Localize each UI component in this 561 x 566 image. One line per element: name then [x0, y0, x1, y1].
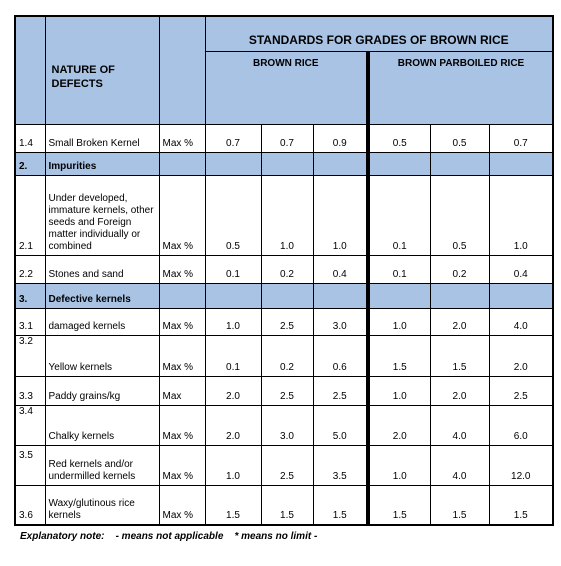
defect-name: Defective kernels: [45, 283, 159, 308]
value-cell: 0.1: [205, 335, 261, 376]
value-cell: 0.4: [489, 255, 553, 283]
table-row: [15, 405, 553, 445]
table-row: [15, 485, 553, 525]
table-row: [15, 376, 553, 405]
value-cell: [205, 283, 261, 308]
value-cell: 3.0: [261, 405, 313, 445]
row-number: 3.6: [15, 485, 45, 525]
value-cell: [313, 283, 368, 308]
value-cell: 1.5: [368, 335, 430, 376]
value-cell: 2.0: [205, 376, 261, 405]
value-cell: 3.0: [313, 308, 368, 335]
row-number: 3.3: [15, 376, 45, 405]
value-cell: 1.0: [489, 175, 553, 255]
value-cell: 0.7: [205, 124, 261, 152]
header-unit-cell: [159, 16, 205, 124]
row-number: 2.2: [15, 255, 45, 283]
value-cell: 2.0: [489, 335, 553, 376]
defects-header: NATURE OF DEFECTS: [45, 16, 159, 124]
value-cell: 4.0: [430, 445, 489, 485]
table-row: [15, 124, 553, 152]
value-cell: 3.5: [313, 445, 368, 485]
defect-name: Stones and sand: [45, 255, 159, 283]
defect-name: Waxy/glutinous rice kernels: [45, 485, 159, 525]
value-cell: 2.5: [261, 308, 313, 335]
brown-parboiled-header: BROWN PARBOILED RICE: [368, 51, 553, 124]
row-number: 3.: [15, 283, 45, 308]
unit-label: Max %: [159, 255, 205, 283]
value-cell: 2.0: [205, 405, 261, 445]
value-cell: 0.7: [261, 124, 313, 152]
value-cell: 1.5: [205, 485, 261, 525]
value-cell: 0.2: [261, 255, 313, 283]
value-cell: [489, 283, 553, 308]
value-cell: 1.5: [313, 485, 368, 525]
value-cell: 0.1: [368, 175, 430, 255]
defect-name: Paddy grains/kg: [45, 376, 159, 405]
value-cell: 0.5: [430, 124, 489, 152]
value-cell: 2.0: [430, 308, 489, 335]
value-cell: [368, 152, 430, 175]
value-cell: 0.5: [430, 175, 489, 255]
value-cell: 12.0: [489, 445, 553, 485]
row-number: 3.2: [15, 335, 45, 376]
table-title: STANDARDS FOR GRADES OF BROWN RICE: [205, 16, 553, 51]
explanatory-note: Explanatory note: - means not applicable * means no limit -: [20, 531, 318, 542]
value-cell: 1.0: [368, 308, 430, 335]
value-cell: 1.5: [489, 485, 553, 525]
value-cell: 2.0: [430, 376, 489, 405]
value-cell: 1.5: [430, 485, 489, 525]
value-cell: 4.0: [430, 405, 489, 445]
value-cell: 1.0: [368, 445, 430, 485]
row-number: 3.1: [15, 308, 45, 335]
brown-rice-header: BROWN RICE: [205, 51, 368, 124]
unit-label: Max %: [159, 445, 205, 485]
value-cell: 2.5: [489, 376, 553, 405]
value-cell: 0.5: [205, 175, 261, 255]
value-cell: 0.7: [489, 124, 553, 152]
header-no-cell: [15, 16, 45, 124]
value-cell: 2.5: [313, 376, 368, 405]
value-cell: 0.2: [430, 255, 489, 283]
value-cell: 1.0: [368, 376, 430, 405]
value-cell: [430, 152, 489, 175]
table-row: [15, 445, 553, 485]
value-cell: 0.9: [313, 124, 368, 152]
row-number: 1.4: [15, 124, 45, 152]
value-cell: 1.0: [205, 308, 261, 335]
row-number: 2.1: [15, 175, 45, 255]
table-row: [15, 175, 553, 255]
value-cell: [368, 283, 430, 308]
row-number: 3.5: [15, 445, 45, 485]
value-cell: 0.2: [261, 335, 313, 376]
value-cell: [313, 152, 368, 175]
unit-label: Max %: [159, 124, 205, 152]
value-cell: [430, 283, 489, 308]
row-number: 2.: [15, 152, 45, 175]
defect-name: damaged kernels: [45, 308, 159, 335]
defect-name: Yellow kernels: [45, 335, 159, 376]
value-cell: [205, 152, 261, 175]
value-cell: 2.5: [261, 376, 313, 405]
value-cell: 2.5: [261, 445, 313, 485]
section-row: [15, 152, 553, 175]
section-row: [15, 283, 553, 308]
unit-cell: [159, 283, 205, 308]
unit-cell: [159, 152, 205, 175]
unit-label: Max: [159, 376, 205, 405]
value-cell: 0.6: [313, 335, 368, 376]
value-cell: 1.0: [205, 445, 261, 485]
row-number: 3.4: [15, 405, 45, 445]
defect-name: Red kernels and/or undermilled kernels: [45, 445, 159, 485]
value-cell: 1.5: [261, 485, 313, 525]
value-cell: [489, 152, 553, 175]
value-cell: 0.1: [368, 255, 430, 283]
defect-name: Small Broken Kernel: [45, 124, 159, 152]
value-cell: 0.5: [368, 124, 430, 152]
value-cell: [261, 283, 313, 308]
value-cell: 6.0: [489, 405, 553, 445]
grades-table: [14, 15, 554, 526]
unit-label: Max %: [159, 308, 205, 335]
value-cell: 1.0: [261, 175, 313, 255]
value-cell: 4.0: [489, 308, 553, 335]
value-cell: 5.0: [313, 405, 368, 445]
defect-name: Under developed, immature kernels, other seeds and Foreign matter individually or combined: [45, 175, 159, 255]
unit-label: Max %: [159, 175, 205, 255]
value-cell: 0.4: [313, 255, 368, 283]
unit-label: Max %: [159, 335, 205, 376]
table-row: [15, 255, 553, 283]
value-cell: [261, 152, 313, 175]
value-cell: 1.5: [430, 335, 489, 376]
unit-label: Max %: [159, 405, 205, 445]
value-cell: 1.0: [313, 175, 368, 255]
table-row: [15, 308, 553, 335]
defect-name: Chalky kernels: [45, 405, 159, 445]
table-row: [15, 335, 553, 376]
value-cell: 0.1: [205, 255, 261, 283]
value-cell: 2.0: [368, 405, 430, 445]
value-cell: 1.5: [368, 485, 430, 525]
defect-name: Impurities: [45, 152, 159, 175]
unit-label: Max %: [159, 485, 205, 525]
